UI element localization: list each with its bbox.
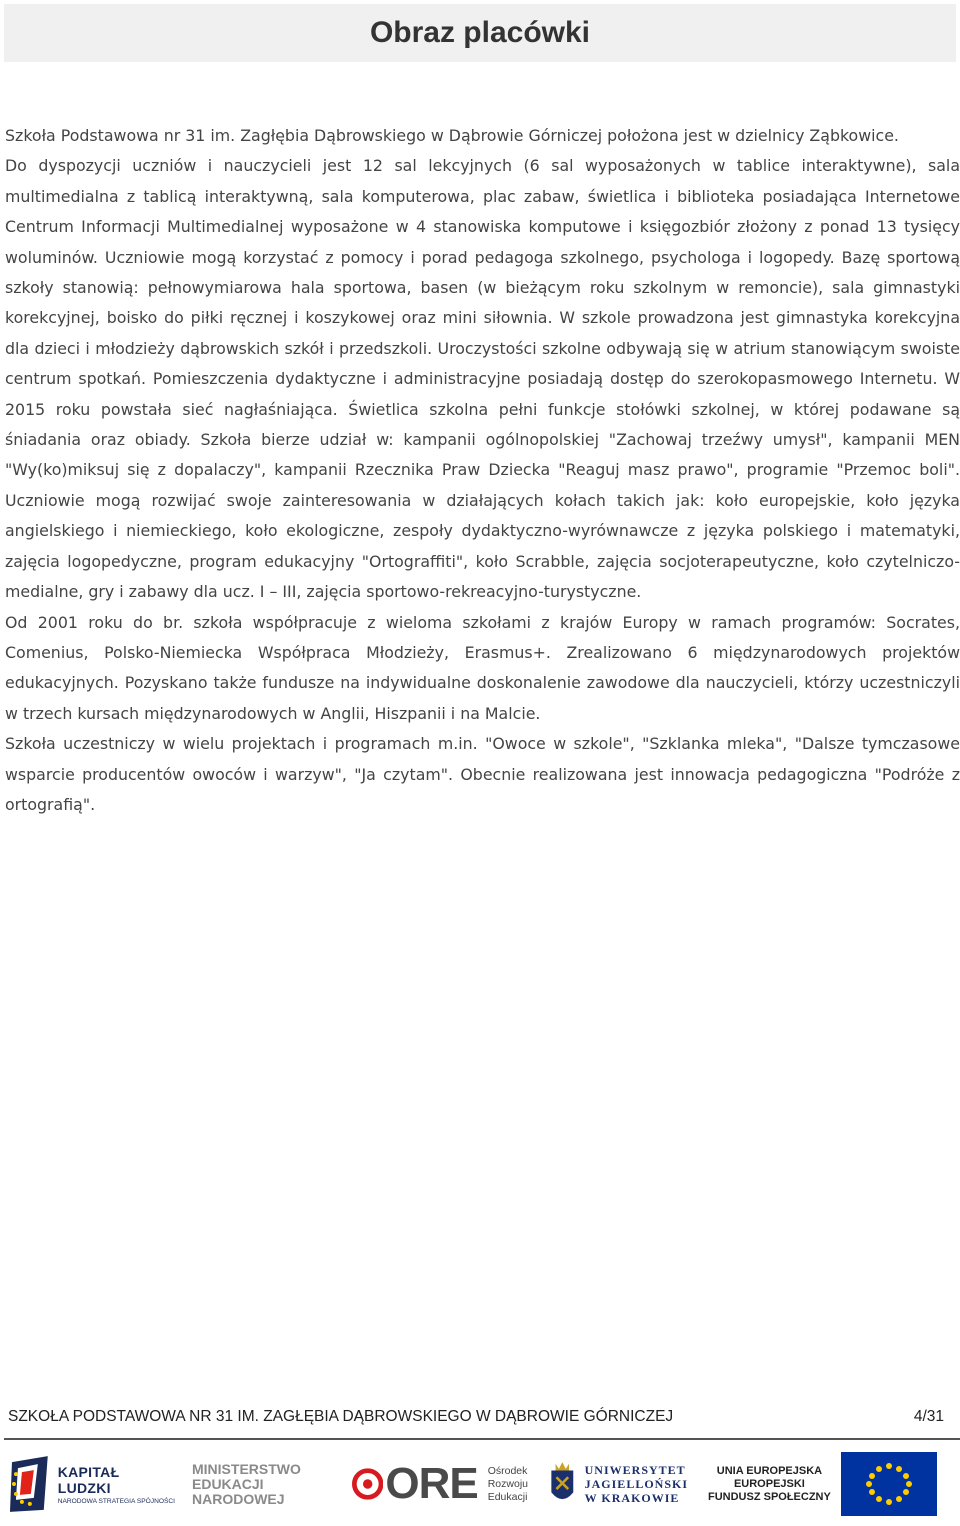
paragraph-cooperation: Od 2001 roku do br. szkoła współpracuje z wieloma szkołami z krajów Europy w ramach programów: Socrates, Comenius, Polsko-Niemiecka Współpraca Młodzieży, Erasmus+. Zrealizowano 6 międzynarodowych projektów edukacyjnych. Pozyskano także fundusze na indywidualne doskonalenie zawodowe dla nauczycieli, którzy uczestniczyli w trzech kursach międzynarodowych w Anglii, Hiszpanii i na Malcie. [5, 612, 960, 723]
ue-logo [708, 1446, 956, 1522]
kapital-ludzki-title: KAPITAŁ LUDZKI [57, 1463, 120, 1496]
ore-circle-icon [352, 1464, 383, 1504]
ore-line1: Ośrodek [487, 1464, 528, 1477]
men-logo [192, 1446, 318, 1522]
men-line1: MINISTERSTWO [192, 1460, 301, 1477]
men-line3: NARODOWEJ [192, 1490, 285, 1507]
logo-strip [0, 1446, 960, 1522]
page-title: Obraz placówki [369, 16, 591, 49]
footer-page-number: 4/31 [913, 1408, 944, 1425]
uj-line1: UNIWERSYTET [584, 1463, 686, 1477]
ore-logo [352, 1446, 528, 1522]
eu-flag-icon [841, 1452, 937, 1516]
paragraph-facilities: Do dyspozycji uczniów i nauczycieli jest 12 sal lekcyjnych (6 sal wyposażonych w tablice interaktywne), sala multimedialna z tablicą interaktywną, sala komputerowa, plac zabaw, świetlica i biblioteka posiadająca Internetowe Centrum Informacji Multimedialnej wyposażone w 4 stanowiska komputowe i księgozbiór złożony z ponad 13 tysięcy woluminów. Uczniowie mogą korzystać z pomocy i porad pedagoga szkolnego, psychologa i logopedy. Bazę sportową szkoły stanowią: pełnowymiarowa hala sportowa, basen (w bieżącym roku szkolnym w remoncie), sala gimnastyki korekcyjnej, boisko do piłki ręcznej i koszykowej oraz mini siłownia. W szkole prowadzona jest gimnastyka korekcyjna dla dzieci i młodzieży dąbrowskich szkół i przedszkoli. Uroczystości szkolne odbywają się w atrium stanowiącym swoiste centrum spotkań. Pomieszczenia dydaktyczne i administracyjne posiadają dostęp do szerokopasmowego Internetu. W 2015 roku powstała sieć nagłaśniająca. Świetlica szkolna pełni funkcje stołówki szkolnej, w której podawane są śniadania oraz obiady. Szkoła bierze udział w: kampanii ogólnopolskiej "Zachowaj trzeźwy umysł", kampanii MEN "Wy(ko)miksuj się z dopalaczy", kampanii Rzecznika Praw Dziecka "Reaguj masz prawo", programie "Przemoc boli". Uczniowie mogą rozwijać swoje zainteresowania w działających kołach takich jak: koło europejskie, koło języka angielskiego i niemieckiego, koło ekologiczne, zespoły dydaktyczno-wyrównawcze z języka polskiego i matematyki, zajęcia logopedyczne, program edukacyjny "Ortograffiti", koło Scrabble, zajęcia socjoterapeutyczne, koło czytelniczo-medialne, gry i zabawy dla ucz. I – III, zajęcia sportowo-rekreacyjno-turystyczne. [5, 156, 960, 602]
ue-line3: FUNDUSZ SPOŁECZNY [708, 1490, 831, 1503]
men-line2: EDUKACJI [192, 1475, 264, 1492]
kapital-ludzki-logo [8, 1446, 176, 1522]
footer-divider [4, 1438, 960, 1440]
uj-logo [548, 1446, 688, 1522]
ore-line3: Edukacji [487, 1490, 528, 1503]
document-body [5, 121, 960, 820]
title-banner [4, 4, 956, 62]
ore-line2: Rozwoju [487, 1477, 528, 1490]
ue-line1: UNIA EUROPEJSKA [716, 1464, 823, 1477]
footer-school-name: SZKOŁA PODSTAWOWA NR 31 IM. ZAGŁĘBIA DĄBROWSKIEGO W DĄBROWIE GÓRNICZEJ [8, 1408, 674, 1425]
ue-line2: EUROPEJSKI [733, 1477, 805, 1490]
ore-wordmark: ORE [385, 1459, 478, 1508]
kapital-ludzki-subtitle: NARODOWA STRATEGIA SPÓJNOŚCI [57, 1497, 175, 1505]
page-footer [8, 1405, 944, 1429]
uj-line2: JAGIELLOŃSKI [584, 1477, 688, 1491]
uj-crest-icon [548, 1454, 577, 1514]
paragraph-location: Szkoła Podstawowa nr 31 im. Zagłębia Dąbrowskiego w Dąbrowie Górniczej położona jest w dzielnicy Ząbkowice. [5, 126, 899, 145]
uj-line3: W KRAKOWIE [584, 1491, 680, 1505]
paragraph-projects: Szkoła uczestniczy w wielu projektach i programach m.in. "Owoce w szkole", "Szklanka mleka", "Dalsze tymczasowe wsparcie producentów owoców i warzyw", "Ja czytam". Obecnie realizowana jest innowacja pedagogiczna "Podróże z ortografią". [5, 734, 960, 814]
kapital-ludzki-emblem-icon [8, 1454, 52, 1514]
